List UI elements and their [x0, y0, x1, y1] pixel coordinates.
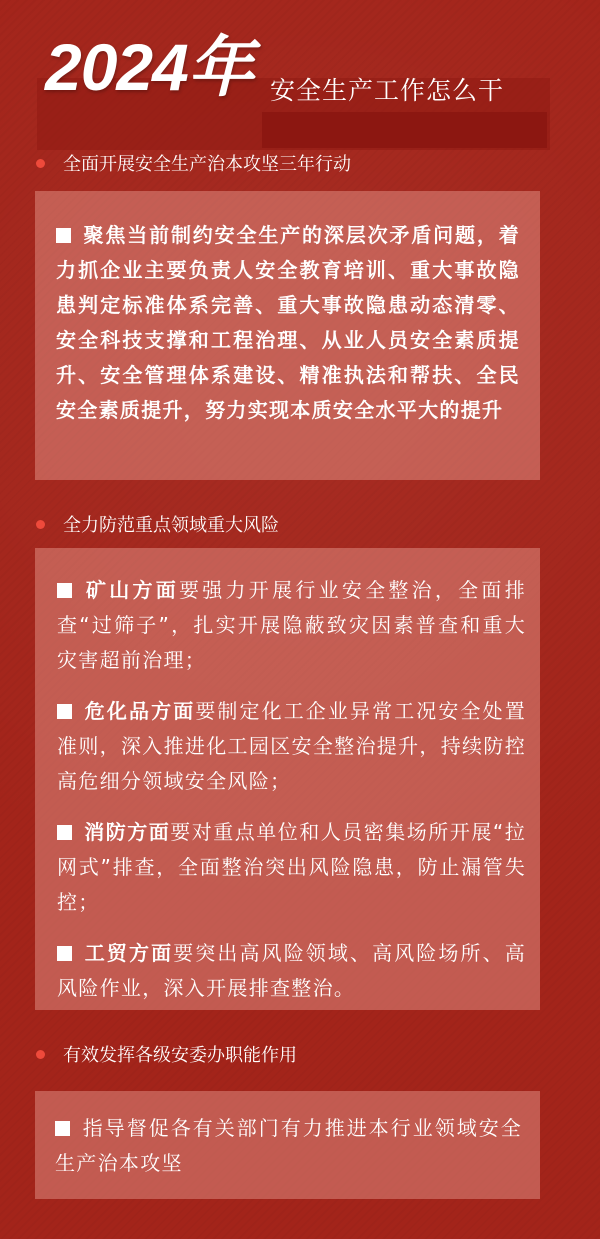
card-paragraph [57, 694, 526, 799]
item-text: 聚焦当前制约安全生产的深层次矛盾问题，着力抓企业主要负责人安全教育培训、重大事故隐患判定标准体系完善、重大事故隐患动态清零、安全科技支撑和工程治理、从业人员安全素质提升、安全管理体系建设、精准执法和帮扶、全民安全素质提升，努力实现本质安全水平大的提升 [56, 223, 520, 422]
card-paragraph [57, 936, 526, 1006]
item-lead: 矿山方面 [84, 578, 180, 602]
card-paragraph [57, 573, 526, 678]
item-text: 要制定化工企业异常工况安全处置准则，深入推进化工园区安全整治提升，持续防控高危细分领域安全风险； [57, 699, 527, 793]
square-bullet-icon [57, 704, 72, 719]
square-bullet-icon [56, 228, 71, 243]
square-bullet-icon [55, 1121, 70, 1136]
section-heading-1 [36, 150, 351, 176]
section-heading-text: 全面开展安全生产治本攻坚三年行动 [63, 154, 351, 175]
item-text: 要对重点单位和人员密集场所开展“拉网式”排查，全面整治突出风险隐患，防止漏管失控； [57, 820, 526, 914]
title-year: 2024年 [45, 30, 253, 104]
section-heading-text: 有效发挥各级安委办职能作用 [63, 1045, 297, 1066]
item-text: 要强力开展行业安全整治，全面排查“过筛子”，扎实开展隐蔽致灾因素普查和重大灾害超前治理； [57, 578, 526, 672]
bullet-dot-icon [36, 1050, 45, 1059]
title-subtitle: 安全生产工作怎么干 [270, 76, 505, 105]
card-paragraph [55, 1111, 522, 1181]
card-paragraph [57, 815, 526, 920]
item-text: 指导督促各有关部门有力推进本行业领域安全生产治本攻坚 [55, 1116, 522, 1175]
item-lead: 危化品方面 [84, 699, 196, 723]
square-bullet-icon [57, 825, 72, 840]
item-text: 要突出高风险领域、高风险场所、高风险作业，深入开展排查整治。 [57, 941, 526, 1000]
item-lead: 工贸方面 [84, 941, 174, 965]
bullet-dot-icon [36, 159, 45, 168]
section-card-1 [35, 191, 540, 480]
card-paragraph [56, 218, 520, 428]
section-card-3 [35, 1091, 540, 1199]
title-subtitle-band [262, 112, 547, 148]
square-bullet-icon [57, 946, 72, 961]
title-block [37, 30, 547, 124]
bullet-dot-icon [36, 520, 45, 529]
section-heading-3 [36, 1041, 297, 1067]
section-heading-text: 全力防范重点领域重大风险 [63, 515, 279, 536]
section-card-2 [35, 548, 540, 1010]
section-heading-2 [36, 511, 279, 537]
item-lead: 消防方面 [84, 820, 171, 844]
square-bullet-icon [57, 583, 72, 598]
